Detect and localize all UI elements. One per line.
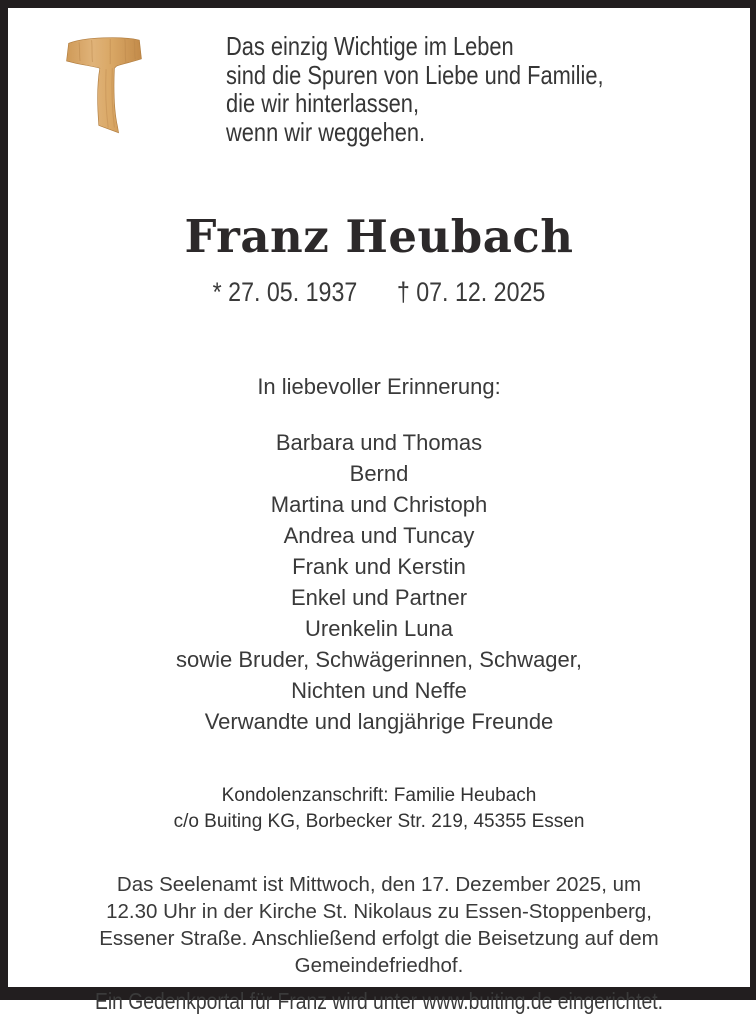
epitaph (226, 32, 604, 146)
epitaph-line: sind die Spuren von Liebe und Familie, (226, 59, 604, 90)
condolence-address (8, 783, 750, 835)
mourners-list (8, 427, 750, 737)
mourner-line: Enkel und Partner (290, 585, 468, 610)
epitaph-line: wenn wir weggehen. (226, 116, 426, 147)
mourner-line: sowie Bruder, Schwägerinnen, Schwager, (175, 647, 582, 672)
mourner-line: Verwandte und langjährige Freunde (204, 709, 554, 734)
service-line: Das Seelenamt ist Mittwoch, den 17. Dezember 2025, um (116, 873, 642, 896)
condolence-line: Kondolenzanschrift: Familie Heubach (221, 785, 537, 806)
mourner-line: Martina und Christoph (270, 492, 488, 517)
service-info (8, 871, 750, 979)
mourner-line: Nichten und Neffe (291, 678, 467, 703)
mourner-line: Andrea und Tuncay (283, 523, 475, 548)
life-dates (60, 277, 698, 308)
remembrance-heading: In liebevoller Erinnerung: (257, 374, 501, 399)
notice-header (8, 8, 750, 173)
service-line: Gemeindefriedhof. (294, 954, 464, 977)
tau-cross-icon (64, 36, 144, 140)
service-line: 12.30 Uhr in der Kirche St. Nikolaus zu Essen-Stoppenberg, (106, 900, 652, 923)
mourner-line: Barbara und Thomas (275, 430, 483, 455)
mourner-line: Urenkelin Luna (305, 616, 453, 641)
epitaph-line: Das einzig Wichtige im Leben (226, 31, 514, 61)
deceased-block (8, 210, 750, 308)
mourner-line: Bernd (349, 461, 409, 486)
death-date: † 07. 12. 2025 (396, 277, 546, 307)
service-line: Essener Straße. Anschließend erfolgt die Beisetzung auf dem (99, 927, 659, 950)
condolence-line: c/o Buiting KG, Borbecker Str. 219, 45355 Essen (173, 811, 585, 832)
birth-date: * 27. 05. 1937 (212, 277, 358, 307)
memorial-portal-line: Ein Gedenkportal für Franz wird unter www.buiting.de eingerichtet. (94, 988, 664, 1014)
mourner-line: Frank und Kerstin (292, 554, 466, 579)
deceased-name: Franz Heubach (184, 210, 574, 263)
epitaph-line: die wir hinterlassen, (226, 88, 420, 118)
